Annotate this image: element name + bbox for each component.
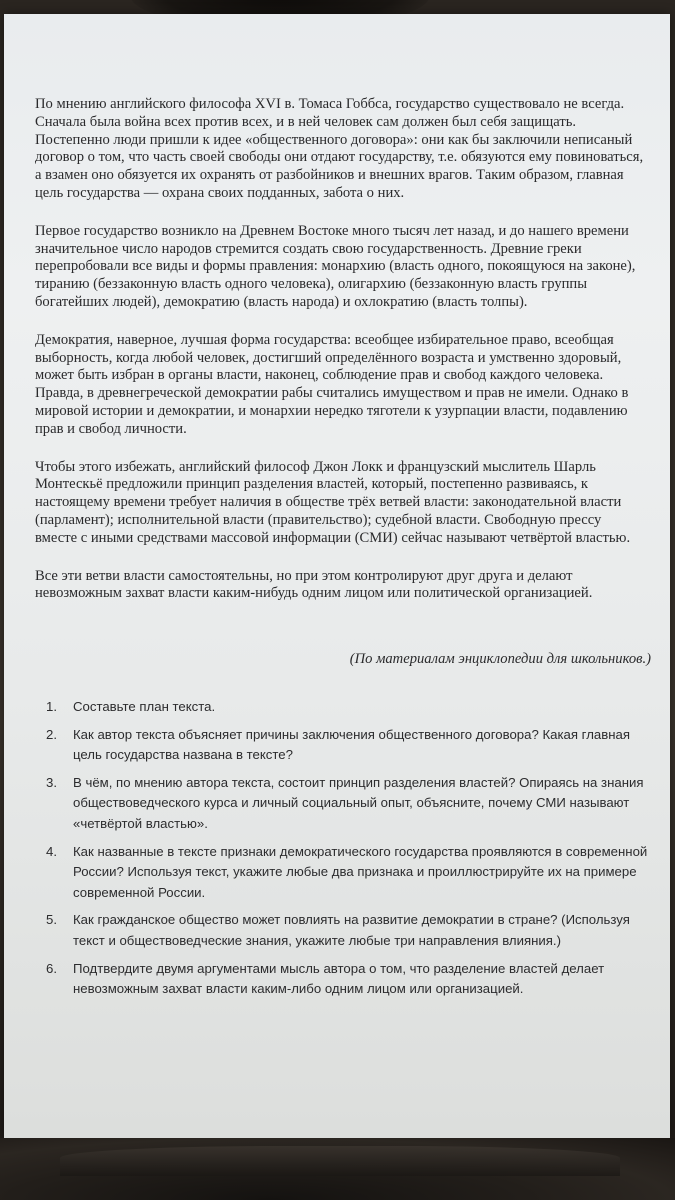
foreground-object-ridge — [60, 1146, 620, 1176]
question-text: Подтвердите двумя аргументами мысль автора о том, что разделение властей делает невозможным захват власти каким-либо одним лицом или организацией. — [73, 960, 605, 997]
question-item — [31, 773, 655, 835]
question-number: 2. — [46, 726, 57, 742]
question-text: Как автор текста объясняет причины заключения общественного договора? Какая главная цель государства названа в тексте? — [73, 726, 630, 763]
question-item — [31, 959, 655, 1000]
question-number: 5. — [46, 912, 57, 928]
paragraph-hobbes: По мнению английского философа XVI в. Томаса Гоббса, государство существовало не всегда. Сначала была война всех против всех, и в ней человек сам должен был себя защищать. Постепенно люди пришли к идее «общественного договора»: они как бы заключили неписаный договор о том, что часть своей свободы они отдают государству, т.е. обязуются ему повиноваться, а взамен оно обязуется их охранять от разбойников и внешних врагов. Таким образом, главная цель государства — охрана своих подданных, забота о них. — [35, 96, 644, 201]
question-item — [31, 842, 655, 904]
question-item — [31, 910, 655, 951]
source-citation: (По материалам энциклопедии для школьников.) — [349, 651, 651, 667]
paragraph-first-state: Первое государство возникло на Древнем Востоке много тысяч лет назад, и до нашего времени значительное число народов стремится создать свою государственность. Древние греки перепробовали все виды и формы правления: монархию (власть одного, покоящуюся на законе), тиранию (беззаконную власть одного человека), олигархию (беззаконную власть группы богатейших людей), демократию (власть народа) и охлократию (власть толпы). — [35, 222, 636, 310]
question-text: Как названные в тексте признаки демократического государства проявляются в современной России? Используя текст, укажите любые два признака и проиллюстрируйте их на примере современной России. — [73, 843, 648, 900]
article-body — [35, 96, 647, 623]
paragraph-branches-control: Все эти ветви власти самостоятельны, но при этом контролируют друг друга и делают невозможным захват власти каким-нибудь одним лицом или политической организацией. — [35, 567, 593, 602]
question-text: В чём, по мнению автора текста, состоит принцип разделения властей? Опираясь на знания обществоведческого курса и личный социальный опыт, объясните, почему СМИ называют «четвёртой властью». — [73, 774, 644, 831]
paragraph-democracy: Демократия, наверное, лучшая форма государства: всеобщее избирательное право, всеобщая выборность, когда любой человек, достигший определённого возраста и умственно здоровый, может быть избран в органы власти, наконец, соблюдение прав и свобод каждого человека. Правда, в древнегреческой демократии рабы считались имуществом и прав не имели. Однако в мировой истории и демократии, и монархии нередко тяготели к узурпации власти, подавлению прав и свобод личности. — [35, 331, 629, 437]
paper-sheet — [4, 14, 670, 1138]
foreground-object — [0, 1138, 675, 1200]
paragraph-separation-of-powers: Чтобы этого избежать, английский философ Джон Локк и французский мыслитель Шарль Монтескьё предложили принцип разделения властей, который, постепенно развиваясь, к настоящему времени требует наличия в обществе трёх ветвей власти: законодательной власти (парламент); исполнительной власти (правительство); судебной власти. Свободную прессу вместе с иными средствами массовой информации (СМИ) сейчас называют четвёртой властью. — [35, 458, 631, 546]
question-number: 1. — [46, 699, 57, 714]
question-item — [31, 725, 655, 766]
questions-list — [31, 697, 655, 1007]
question-text: Как гражданское общество может повлиять на развитие демократии в стране? (Используя текст и обществоведческие знания, укажите любые три направления влияния.) — [73, 912, 630, 948]
question-number: 4. — [46, 843, 57, 859]
question-text: Составьте план текста. — [73, 699, 216, 714]
question-item — [31, 697, 655, 718]
question-number: 3. — [46, 774, 57, 790]
question-number: 6. — [46, 960, 57, 976]
